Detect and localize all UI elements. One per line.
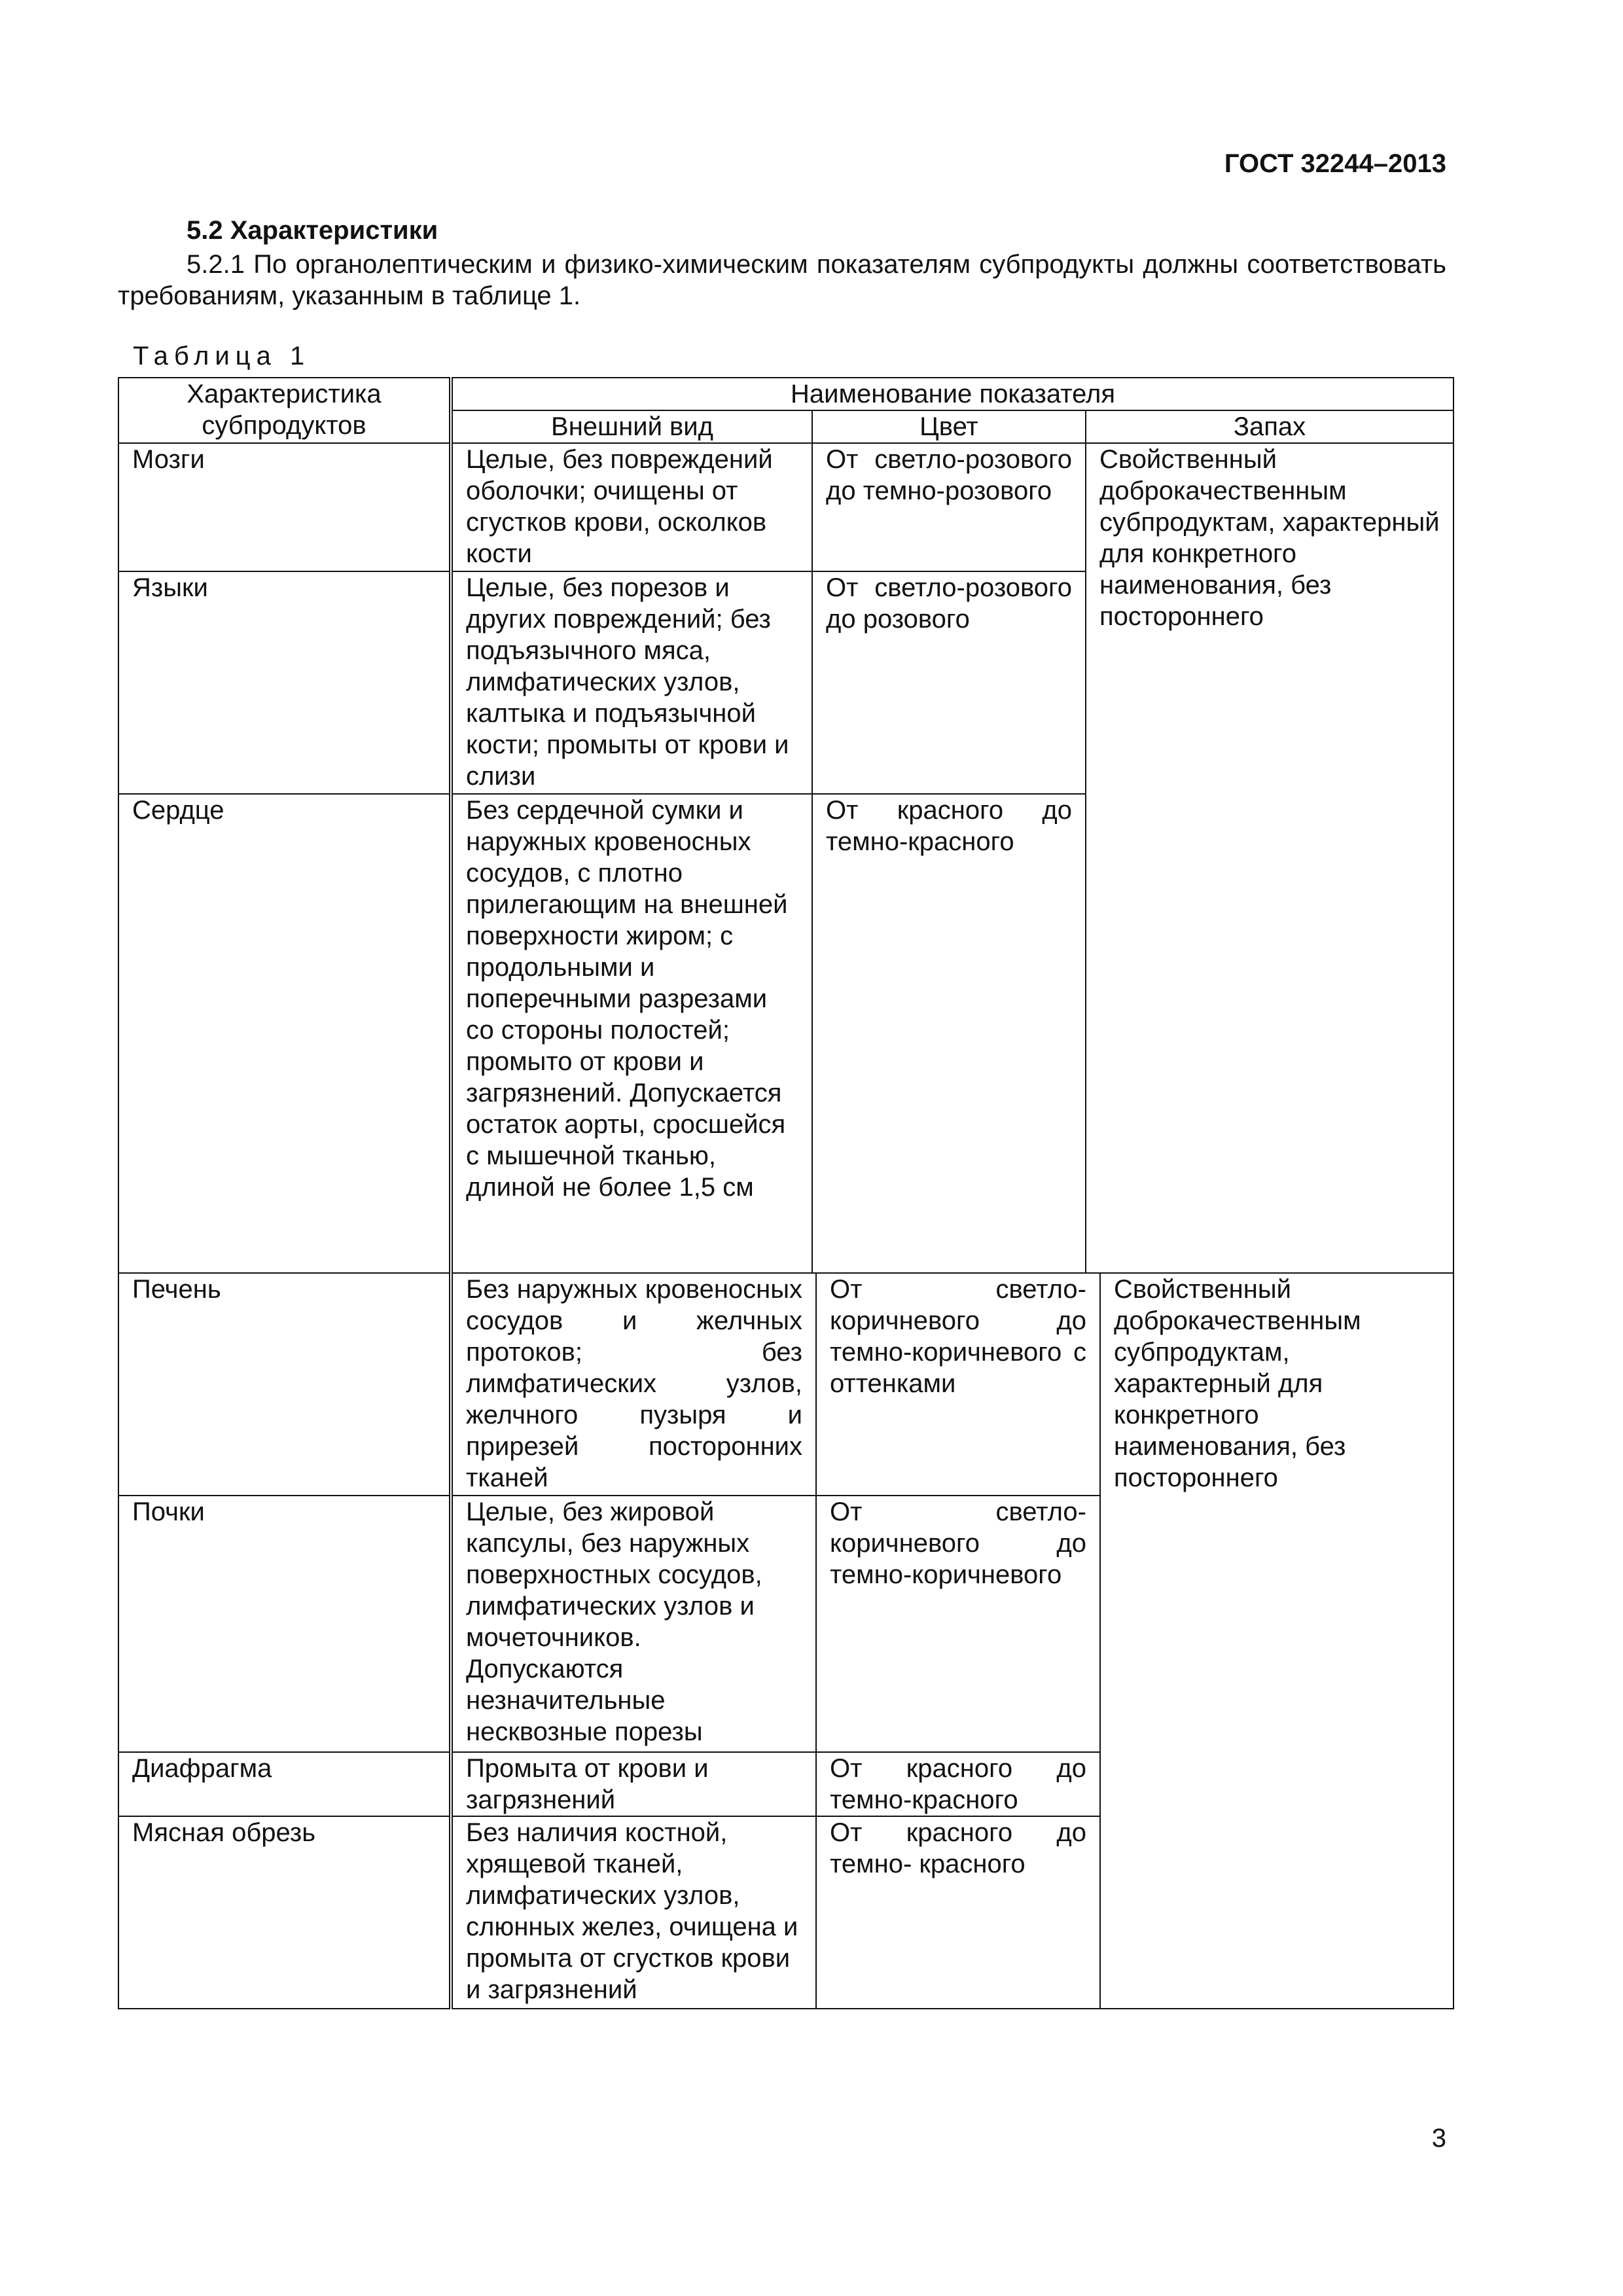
row-name: Диафрагма: [118, 1752, 451, 1816]
row-color: От светло-коричневого до темно-коричневого: [816, 1496, 1100, 1752]
row-color: От светло-розового до темно-розового: [812, 443, 1086, 571]
requirements-table-part-2: [118, 1272, 1454, 2009]
row-appearance: Целые, без порезов и других повреждений; без подъязычного мяса, лимфатических узлов, калтыка и подъязычной кости; промыты от крови и слизи: [451, 571, 812, 794]
row-color: От светло-розового до розового: [812, 571, 1086, 794]
row-smell: Свойственный доброкачественным субпродуктам, характерный для конкретного наименования, без постороннего: [1086, 443, 1454, 1273]
table-caption: Таблица 1: [133, 342, 311, 370]
section-paragraph: 5.2.1 По органолептическим и физико-химическим показателям субпродукты должны соответствовать требованиям, указанным в таблице 1.: [118, 250, 1446, 310]
row-appearance: Без сердечной сумки и наружных кровеносных сосудов, с плотно прилегающим на внешней поверхности жиром; с продольными и поперечными разрезами со стороны полостей; промыто от крови и загрязнений. Допускается остаток аорты, сросшейся с мышечной тканью, длиной не более 1,5 см: [451, 794, 812, 1273]
section-title: 5.2 Характеристики: [187, 216, 438, 245]
row-color: От светло-коричневого до темно-коричневого с оттенками: [816, 1273, 1100, 1496]
row-color: От красного до темно-красного: [816, 1752, 1100, 1816]
row-appearance: Целые, без жировой капсулы, без наружных поверхностных сосудов, лимфатических узлов и мочеточников. Допускаются незначительные несквозные порезы: [451, 1496, 816, 1752]
page-number: 3: [1431, 2124, 1446, 2153]
column-header-smell: Запах: [1086, 410, 1454, 443]
row-appearance: Без наличия костной, хрящевой тканей, лимфатических узлов, слюнных желез, очищена и промыта от сгустков крови и загрязнений: [451, 1816, 816, 2009]
row-smell: Свойственный доброкачественным субпродуктам, характерный для конкретного наименования, без постороннего: [1100, 1273, 1454, 2009]
row-appearance: Без наружных кровеносных сосудов и желчных протоков; без лимфатических узлов, желчного пузыря и прирезей посторонних тканей: [451, 1273, 816, 1496]
row-color: От красного до темно- красного: [816, 1816, 1100, 2009]
row-name: Языки: [118, 571, 451, 794]
table-row: [118, 443, 1454, 571]
row-name: Сердце: [118, 794, 451, 1273]
column-header-group: Наименование показателя: [451, 378, 1454, 410]
row-name: Печень: [118, 1273, 451, 1496]
column-header-appearance: Внешний вид: [451, 410, 812, 443]
column-header-characteristic: Характеристика субпродуктов: [118, 378, 451, 443]
row-name: Почки: [118, 1496, 451, 1752]
document-header: ГОСТ 32244–2013: [1224, 149, 1446, 178]
row-appearance: Целые, без повреждений оболочки; очищены от сгустков крови, осколков кости: [451, 443, 812, 571]
requirements-table-part-1: [118, 377, 1454, 1274]
row-appearance: Промыта от крови и загрязнений: [451, 1752, 816, 1816]
column-header-color: Цвет: [812, 410, 1086, 443]
row-name: Мозги: [118, 443, 451, 571]
table-row: [118, 1273, 1454, 1496]
row-name: Мясная обрезь: [118, 1816, 451, 2009]
row-color: От красного до темно-красного: [812, 794, 1086, 1273]
